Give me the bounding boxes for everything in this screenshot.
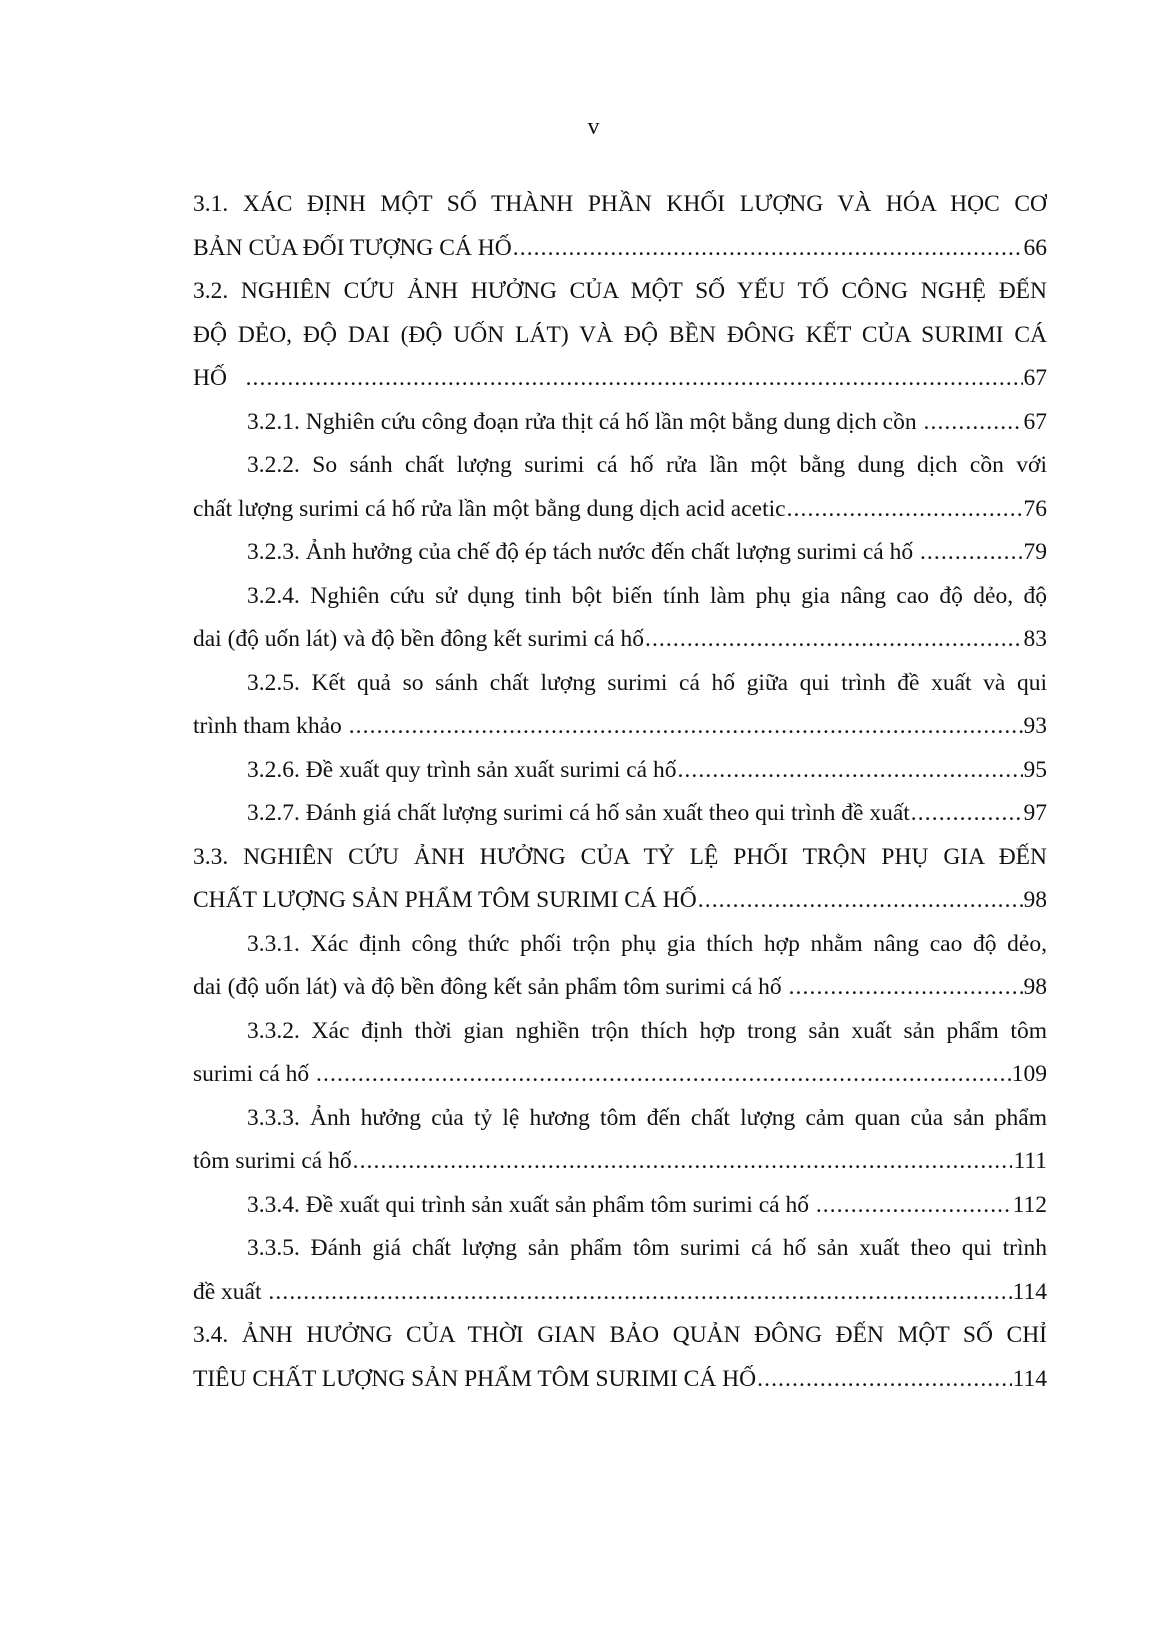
- toc-entry-title: dai (độ uốn lát) và độ bền đông kết surimi cá hố: [193, 626, 644, 652]
- toc-entry-text-line: 3.2. NGHIÊN CỨU ẢNH HƯỞNG CỦA MỘT SỐ YẾU TỐ CÔNG NGHỆ ĐẾN: [193, 278, 1047, 304]
- toc-entry-final-line: [193, 1271, 1047, 1315]
- toc-entry-final-line: [193, 401, 1047, 445]
- toc-entry-final-line: [193, 1140, 1047, 1184]
- toc-page-number: 67: [1023, 365, 1047, 391]
- toc-entry-title: CHẤT LƯỢNG SẢN PHẨM TÔM SURIMI CÁ HỐ: [193, 887, 697, 913]
- dot-leader: [645, 618, 1023, 662]
- dot-leader: [268, 1271, 1011, 1315]
- toc-page-number: 109: [1011, 1061, 1047, 1087]
- toc-entry-3-2-3[interactable]: [193, 531, 1047, 575]
- toc-entry-final-line: [193, 357, 1047, 401]
- toc-entry-final-line: [193, 1358, 1047, 1402]
- toc-entry-title: tôm surimi cá hố: [193, 1148, 352, 1174]
- toc-entry-final-line: [193, 749, 1047, 793]
- toc-entry-final-line: [193, 1053, 1047, 1097]
- toc-page-number: 83: [1023, 626, 1047, 652]
- toc-page-number: 79: [1023, 539, 1047, 565]
- dot-leader: [316, 1053, 1011, 1097]
- dot-leader: [920, 531, 1023, 575]
- toc-entry-3-3-3[interactable]: [193, 1097, 1047, 1184]
- toc-entry-text-line: 3.3.1. Xác định công thức phối trộn phụ gia thích hợp nhằm nâng cao độ dẻo,: [247, 930, 1047, 957]
- toc-entry-text-line: 3.3.5. Đánh giá chất lượng sản phẩm tôm surimi cá hố sản xuất theo qui trình: [247, 1235, 1047, 1261]
- dot-leader: [353, 1140, 1013, 1184]
- toc-entry-text-line: 3.3. NGHIÊN CỨU ẢNH HƯỞNG CỦA TỶ LỆ PHỐI TRỘN PHỤ GIA ĐẾN: [193, 843, 1047, 870]
- toc-page-number: 97: [1023, 800, 1047, 826]
- toc-entry-3-2[interactable]: [193, 270, 1047, 401]
- toc-entry-final-line: [193, 227, 1047, 271]
- toc-entry-text-line: 3.2.5. Kết quả so sánh chất lượng surimi cá hố giữa qui trình đề xuất và qui: [247, 669, 1047, 696]
- toc-entry-text-line: 3.4. ẢNH HƯỞNG CỦA THỜI GIAN BẢO QUẢN ĐÔNG ĐẾN MỘT SỐ CHỈ: [193, 1322, 1047, 1348]
- toc-entry-text-line: 3.3.2. Xác định thời gian nghiền trộn thích hợp trong sản xuất sản phẩm tôm: [247, 1017, 1047, 1044]
- toc-entry-title: 3.2.3. Ảnh hưởng của chế độ ép tách nước đến chất lượng surimi cá hố: [247, 539, 919, 565]
- toc-entry-3-2-2[interactable]: [193, 444, 1047, 531]
- toc-page-number: 114: [1012, 1365, 1047, 1392]
- toc-page-number: 67: [1023, 408, 1047, 435]
- toc-page-number: 112: [1012, 1191, 1047, 1218]
- toc-entry-title: đề xuất: [193, 1278, 268, 1305]
- toc-page-number: 98: [1023, 974, 1047, 1000]
- toc-entry-3-3-1[interactable]: [193, 923, 1047, 1010]
- toc-entry-title: 3.2.1. Nghiên cứu công đoạn rửa thịt cá hố lần một bằng dung dịch cồn: [247, 408, 923, 435]
- toc-entry-title: trình tham khảo: [193, 713, 348, 739]
- toc-entry-text-line: ĐỘ DẺO, ĐỘ DAI (ĐỘ UỐN LÁT) VÀ ĐỘ BỀN ĐÔNG KẾT CỦA SURIMI CÁ: [193, 321, 1047, 348]
- toc-entry-final-line: [193, 618, 1047, 662]
- toc-page-number: 93: [1023, 713, 1047, 739]
- dot-leader: [349, 705, 1023, 749]
- toc-entry-3-2-6[interactable]: [193, 749, 1047, 793]
- dot-leader: [757, 1358, 1011, 1402]
- toc-entry-title: 3.2.7. Đánh giá chất lượng surimi cá hố sản xuất theo qui trình đề xuất: [247, 800, 910, 826]
- toc-entry-title: chất lượng surimi cá hố rửa lần một bằng dung dịch acid acetic: [193, 495, 786, 522]
- toc-entry-title: BẢN CỦA ĐỐI TƯỢNG CÁ HỐ: [193, 234, 512, 261]
- toc-page-number: 111: [1013, 1148, 1047, 1174]
- toc-entry-3-3-4[interactable]: [193, 1184, 1047, 1228]
- toc-entry-3-3-2[interactable]: [193, 1010, 1047, 1097]
- toc-entry-final-line: [193, 531, 1047, 575]
- toc-entry-3-1[interactable]: [193, 183, 1047, 270]
- page-number: v: [587, 114, 600, 140]
- toc-page-number: 98: [1023, 887, 1047, 913]
- toc-entry-text-line: 3.3.3. Ảnh hưởng của tỷ lệ hương tôm đến chất lượng cảm quan của sản phẩm: [247, 1104, 1047, 1131]
- toc-entry-text-line: 3.2.4. Nghiên cứu sử dụng tinh bột biến tính làm phụ gia nâng cao độ dẻo, độ: [247, 582, 1047, 609]
- toc-entry-final-line: [193, 792, 1047, 836]
- toc-page-number: 66: [1023, 234, 1047, 261]
- toc-entry-text-line: 3.2.2. So sánh chất lượng surimi cá hố rửa lần một bằng dung dịch cồn với: [247, 452, 1047, 478]
- table-of-contents: [193, 183, 1047, 1401]
- toc-entry-3-2-7[interactable]: [193, 792, 1047, 836]
- dot-leader: [924, 401, 1023, 445]
- toc-page-number: 114: [1012, 1278, 1047, 1305]
- dot-leader: [789, 966, 1023, 1010]
- toc-entry-title: dai (độ uốn lát) và độ bền đông kết sản phẩm tôm surimi cá hố: [193, 974, 788, 1000]
- toc-entry-final-line: [193, 879, 1047, 923]
- toc-entry-3-3[interactable]: [193, 836, 1047, 923]
- toc-entry-title: 3.2.6. Đề xuất quy trình sản xuất surimi cá hố: [247, 756, 677, 783]
- toc-entry-text-line: 3.1. XÁC ĐỊNH MỘT SỐ THÀNH PHẦN KHỐI LƯỢNG VÀ HÓA HỌC CƠ: [193, 191, 1047, 217]
- toc-page-number: 95: [1023, 756, 1047, 783]
- toc-entry-3-2-1[interactable]: [193, 401, 1047, 445]
- dot-leader: [787, 488, 1023, 532]
- toc-entry-3-4[interactable]: [193, 1314, 1047, 1401]
- dot-leader: [677, 749, 1022, 793]
- toc-entry-title: HỐ: [193, 365, 245, 391]
- toc-entry-final-line: [193, 705, 1047, 749]
- toc-entry-final-line: [193, 1184, 1047, 1228]
- toc-entry-title: TIÊU CHẤT LƯỢNG SẢN PHẨM TÔM SURIMI CÁ HỐ: [193, 1365, 757, 1392]
- dot-leader: [246, 357, 1023, 401]
- toc-entry-final-line: [193, 966, 1047, 1010]
- dot-leader: [816, 1184, 1012, 1228]
- toc-entry-title: surimi cá hố: [193, 1061, 316, 1087]
- toc-entry-title: 3.3.4. Đề xuất qui trình sản xuất sản phẩm tôm surimi cá hố: [247, 1191, 815, 1218]
- dot-leader: [698, 879, 1023, 923]
- toc-page-number: 76: [1023, 495, 1047, 522]
- toc-entry-3-2-4[interactable]: [193, 575, 1047, 662]
- toc-entry-3-2-5[interactable]: [193, 662, 1047, 749]
- toc-entry-3-3-5[interactable]: [193, 1227, 1047, 1314]
- toc-entry-final-line: [193, 488, 1047, 532]
- dot-leader: [911, 792, 1023, 836]
- dot-leader: [513, 227, 1023, 271]
